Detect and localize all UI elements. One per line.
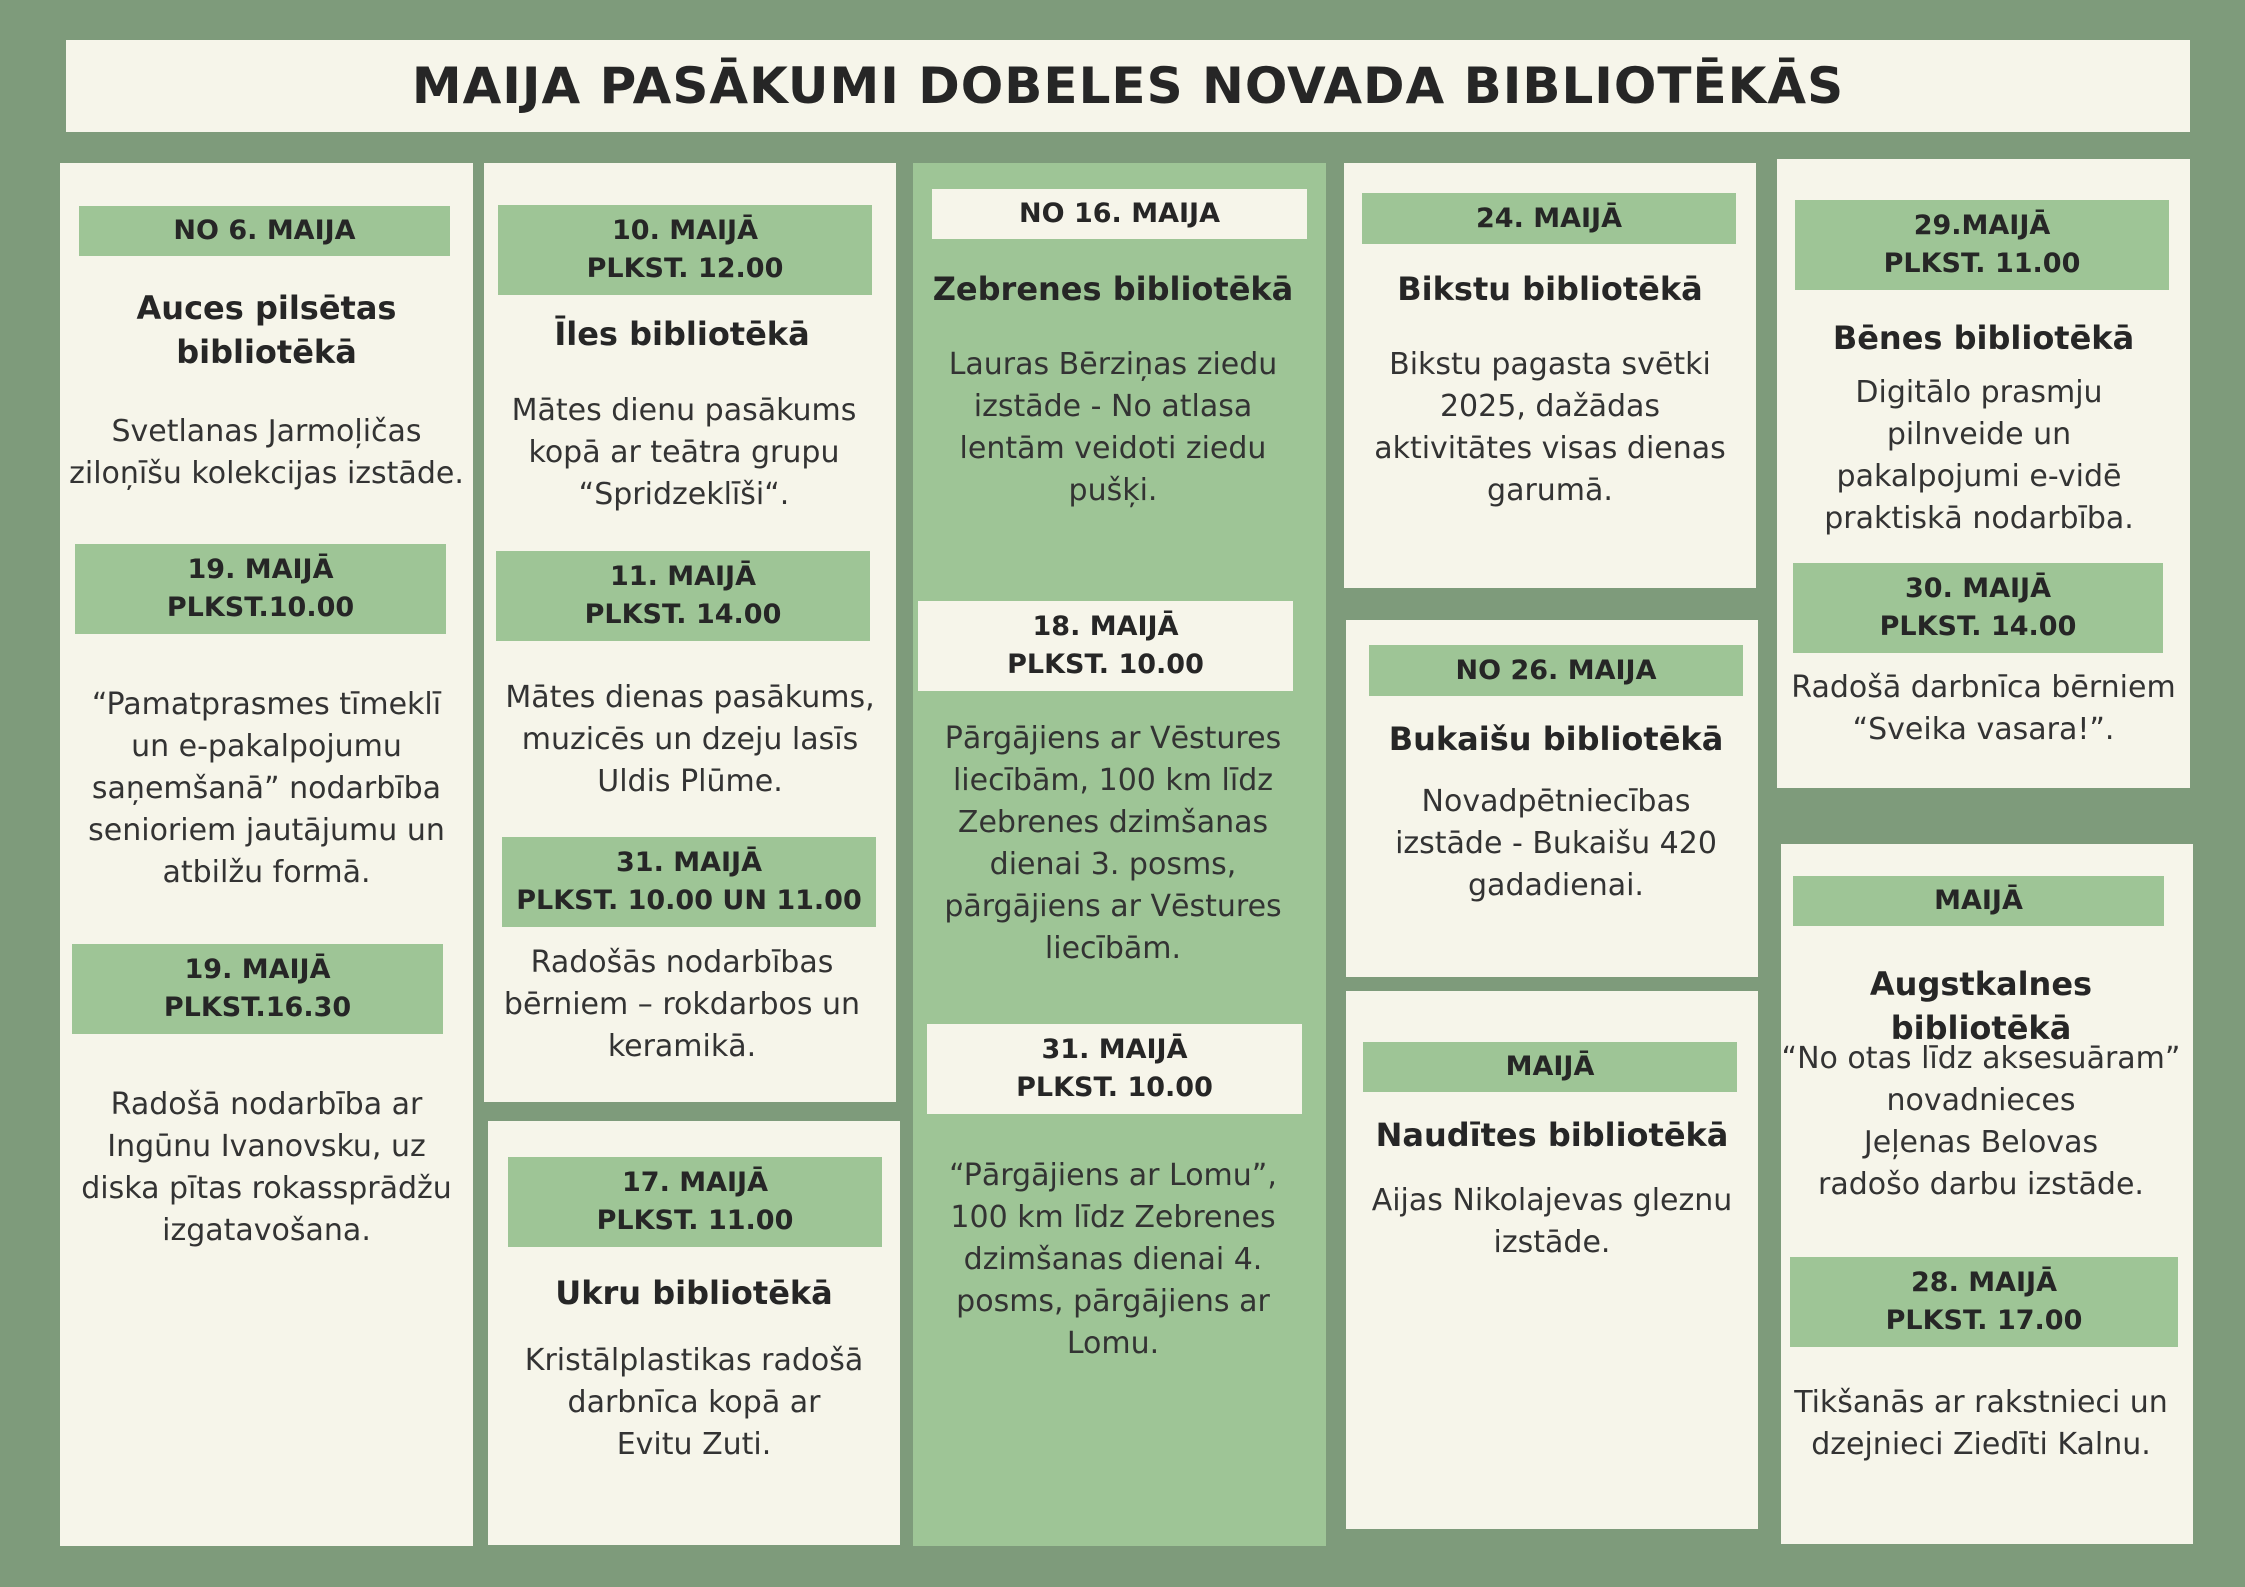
event-description: “Pārgājiens ar Lomu”, 100 km līdz Zebrenes dzimšanas dienai 4. posms, pārgājiens ar Lomu. xyxy=(949,1158,1277,1361)
date-badge: 29.MAIJĀ PLKST. 11.00 xyxy=(1795,200,2169,290)
library-name: Bikstu bibliotēkā xyxy=(1397,270,1703,308)
event-description: Radošās nodarbības bērniem – rokdarbos un keramikā. xyxy=(503,945,861,1064)
event-description: Kristālplastikas radošā darbnīca kopā ar Evitu Zuti. xyxy=(524,1343,864,1462)
title-bar xyxy=(66,40,2190,132)
library-name: Īles bibliotēkā xyxy=(554,315,810,353)
date-badge: 19. MAIJĀ PLKST.16.30 xyxy=(72,944,443,1034)
date-badge: NO 16. MAIJA xyxy=(932,189,1307,239)
date-badge: 24. MAIJĀ xyxy=(1362,193,1736,244)
date-badge: MAIJĀ xyxy=(1363,1042,1737,1092)
date-badge: 19. MAIJĀ PLKST.10.00 xyxy=(75,544,446,634)
date-text: NO 6. MAIJA xyxy=(173,215,356,246)
event-description: Pārgājiens ar Vēstures liecībām, 100 km līdz Zebrenes dzimšanas dienai 3. posms, pārgājiens ar Vēstures liecībām. xyxy=(944,721,1282,966)
event-description: Digitālo prasmju pilnveide un pakalpojumi e-vidē praktiskā nodarbība. xyxy=(1824,375,2134,536)
event-description: Aijas Nikolajevas gleznu izstāde. xyxy=(1371,1183,1733,1260)
date-badge: 28. MAIJĀ PLKST. 17.00 xyxy=(1790,1257,2178,1347)
library-name: Naudītes bibliotēkā xyxy=(1375,1116,1729,1154)
date-badge: 11. MAIJĀ PLKST. 14.00 xyxy=(496,551,870,641)
event-description: “Pamatprasmes tīmeklī un e-pakalpojumu saņemšanā” nodarbība senioriem jautājumu un atbilžu formā. xyxy=(88,687,445,890)
event-description: Svetlanas Jarmoļičas ziloņīšu kolekcijas izstāde. xyxy=(69,414,464,491)
library-name: Bēnes bibliotēkā xyxy=(1832,319,2135,357)
event-description: Bikstu pagasta svētki 2025, dažādas aktivitātes visas dienas garumā. xyxy=(1374,347,1726,508)
date-badge xyxy=(79,206,450,256)
date-badge: 17. MAIJĀ PLKST. 11.00 xyxy=(508,1157,882,1247)
library-name: Zebrenes bibliotēkā xyxy=(932,270,1294,308)
date-badge: MAIJĀ xyxy=(1793,876,2164,926)
event-description: Radošā nodarbība ar Ingūnu Ivanovsku, uz diska pītas rokassprādžu izgatavošana. xyxy=(81,1087,452,1248)
date-badge: NO 26. MAIJA xyxy=(1369,645,1743,696)
event-description: Radošā darbnīca bērniem “Sveika vasara!”. xyxy=(1791,670,2176,747)
library-name: Ukru bibliotēkā xyxy=(555,1274,833,1312)
event-description: Mātes dienu pasākums kopā ar teātra grupu “Spridzeklīši“. xyxy=(511,393,857,512)
date-badge: 10. MAIJĀ PLKST. 12.00 xyxy=(498,205,872,295)
event-description: Tikšanās ar rakstnieci un dzejnieci Ziedīti Kalnu. xyxy=(1794,1385,2168,1462)
library-name: Auces pilsētas bibliotēkā xyxy=(136,289,397,371)
date-badge: 30. MAIJĀ PLKST. 14.00 xyxy=(1793,563,2163,653)
page-title: MAIJA PASĀKUMI DOBELES NOVADA BIBLIOTĒKĀS xyxy=(411,57,1845,115)
event-description: Lauras Bērziņas ziedu izstāde - No atlasa lentām veidoti ziedu pušķi. xyxy=(948,347,1278,508)
date-badge: 31. MAIJĀ PLKST. 10.00 UN 11.00 xyxy=(502,837,876,927)
library-name: Bukaišu bibliotēkā xyxy=(1388,720,1724,758)
date-badge: 31. MAIJĀ PLKST. 10.00 xyxy=(927,1024,1302,1114)
event-description: Mātes dienas pasākums, muzicēs un dzeju lasīs Uldis Plūme. xyxy=(505,680,875,799)
event-description: “No otas līdz aksesuāram” novadnieces Jeļenas Belovas radošo darbu izstāde. xyxy=(1781,1041,2181,1202)
date-badge: 18. MAIJĀ PLKST. 10.00 xyxy=(918,601,1293,691)
library-name: Augstkalnes bibliotēkā xyxy=(1869,965,2093,1047)
event-description: Novadpētniecības izstāde - Bukaišu 420 gadadienai. xyxy=(1395,784,1717,903)
